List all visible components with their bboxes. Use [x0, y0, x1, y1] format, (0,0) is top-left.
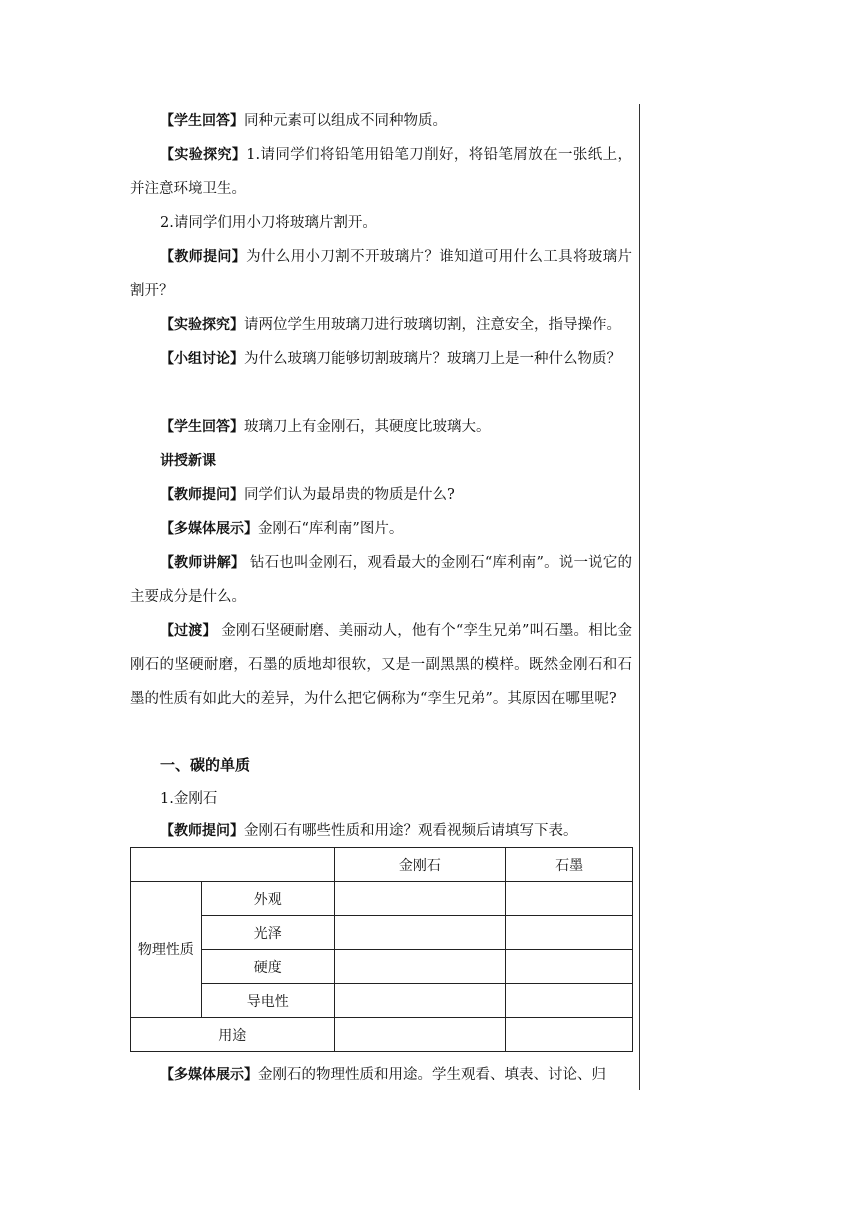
table-header-cell: 石墨	[506, 848, 633, 882]
paragraph-tag: 【多媒体展示】	[160, 1067, 258, 1083]
paragraph-text: 为什么用小刀割不开玻璃片？谁知道可用什么工具将玻璃片割开？	[130, 249, 633, 299]
paragraph-tag: 【实验探究】	[160, 147, 247, 163]
margin-rule	[639, 104, 640, 1090]
table-row	[131, 916, 633, 950]
paragraph-tag: 【小组讨论】	[160, 351, 244, 367]
table-header-cell: 金刚石	[334, 848, 506, 882]
paragraph-text: 请两位学生用玻璃刀进行玻璃切割，注意安全，指导操作。	[244, 317, 621, 333]
table-usage-label: 用途	[131, 1018, 335, 1052]
paragraph-tag: 【多媒体展示】	[160, 521, 258, 537]
paragraph-tag: 【学生回答】	[160, 419, 244, 435]
table-cell	[506, 1018, 633, 1052]
paragraph-text: 2.请同学们用小刀将玻璃片割开。	[160, 215, 377, 231]
paragraph-text: 金刚石“库利南”图片。	[258, 521, 404, 537]
paragraph-student-answer-2	[130, 410, 632, 444]
table-row	[131, 984, 633, 1018]
paragraph-text: 金刚石的物理性质和用途。学生观看、填表、讨论、归	[258, 1067, 606, 1083]
table-group-label: 物理性质	[131, 882, 202, 1018]
table-row	[131, 1018, 633, 1052]
table-cell	[506, 950, 633, 984]
table-cell	[334, 882, 506, 916]
table-cell	[334, 984, 506, 1018]
paragraph-tag: 【过渡】	[160, 623, 217, 639]
paragraph-experiment-1	[130, 138, 632, 206]
table-row-label: 光泽	[201, 916, 334, 950]
paragraph-text: 玻璃刀上有金刚石，其硬度比玻璃大。	[244, 419, 491, 435]
paragraph-multimedia-1	[130, 512, 632, 546]
table-row	[131, 950, 633, 984]
paragraph-diamond-title	[130, 782, 632, 816]
table-row-label: 外观	[201, 882, 334, 916]
paragraph-text: 钻石也叫金刚石，观看最大的金刚石“库利南”。说一说它的主要成分是什么。	[130, 555, 633, 605]
paragraph-text: 金刚石坚硬耐磨、美丽动人，他有个“孪生兄弟”叫石墨。相比金刚石的坚硬耐磨，石墨的质地却很软，又是一副黑黑的模样。既然金刚石和石墨的性质有如此大的差异，为什么把它俩称为“孪生兄弟”。其原因在哪里呢?	[130, 623, 633, 707]
paragraph-multimedia-2	[130, 1058, 632, 1092]
paragraph-text: 金刚石有哪些性质和用途？观看视频后请填写下表。	[244, 823, 578, 839]
paragraph-tag: 【实验探究】	[160, 317, 244, 333]
table-cell	[506, 984, 633, 1018]
paragraph-experiment-2	[130, 206, 632, 240]
table-header-cell	[131, 848, 335, 882]
paragraph-tag: 【教师提问】	[160, 487, 244, 503]
section-heading: 一、碳的单质	[160, 756, 251, 774]
paragraph-teacher-question-2	[130, 478, 632, 512]
paragraph-text: 同学们认为最昂贵的物质是什么?	[244, 487, 455, 503]
paragraph-teacher-explain	[130, 546, 632, 614]
paragraph-experiment-3	[130, 308, 632, 342]
section-label-new-lesson	[130, 444, 632, 478]
table-cell	[506, 916, 633, 950]
section-label: 讲授新课	[160, 453, 216, 469]
paragraph-teacher-question-1	[130, 240, 632, 308]
paragraph-group-discussion	[130, 342, 632, 376]
table-row	[131, 882, 633, 916]
table-cell	[506, 882, 633, 916]
paragraph-tag: 【教师提问】	[160, 249, 247, 265]
table-row-label: 导电性	[201, 984, 334, 1018]
paragraph-text: 1.请同学们将铅笔用铅笔刀削好，将铅笔屑放在一张纸上，并注意环境卫生。	[130, 147, 632, 197]
paragraph-teacher-question-3	[130, 814, 632, 848]
section-heading-carbon	[130, 748, 632, 783]
paragraph-tag: 【教师讲解】	[160, 555, 246, 571]
table-cell	[334, 1018, 506, 1052]
property-table	[130, 847, 633, 1052]
paragraph-text: 同种元素可以组成不同种物质。	[244, 113, 447, 129]
paragraph-tag: 【学生回答】	[160, 113, 244, 129]
table-cell	[334, 916, 506, 950]
paragraph-text: 1.金刚石	[160, 791, 218, 807]
table-row-label: 硬度	[201, 950, 334, 984]
paragraph-text: 为什么玻璃刀能够切割玻璃片？玻璃刀上是一种什么物质？	[244, 351, 621, 367]
table-header-row	[131, 848, 633, 882]
paragraph-student-answer-1	[130, 104, 632, 138]
table-cell	[334, 950, 506, 984]
paragraph-transition	[130, 614, 632, 716]
paragraph-tag: 【教师提问】	[160, 823, 244, 839]
